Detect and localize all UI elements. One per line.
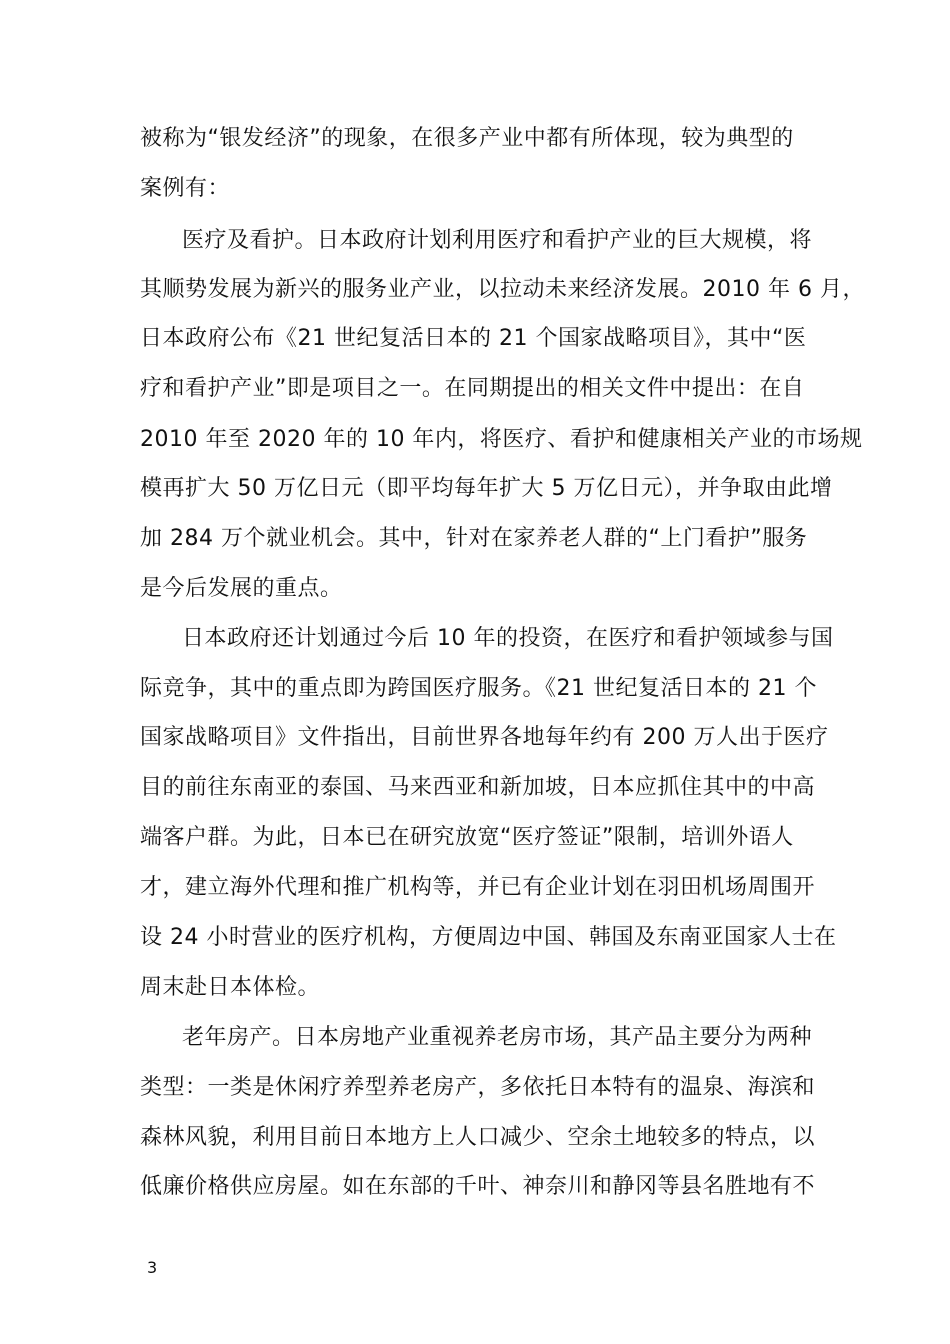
paragraph-start-line: 医疗及看护。日本政府计划利用医疗和看护产业的巨大规模，将 (182, 228, 813, 253)
text-line: 才，建立海外代理和推广机构等，并已有企业计划在羽田机场周围开 (140, 875, 816, 900)
text-line: 疗和看护产业”即是项目之一。在同期提出的相关文件中提出：在自 (140, 376, 805, 401)
text-line: 是今后发展的重点。 (140, 576, 343, 601)
text-line: 低廉价格供应房屋。如在东部的千叶、神奈川和静冈等县名胜地有不 (140, 1174, 816, 1199)
text-line: 模再扩大 50 万亿日元（即平均每年扩大 5 万亿日元），并争取由此增 (140, 476, 833, 501)
page-number: 3 (147, 1258, 158, 1277)
paragraph-start-line: 老年房产。日本房地产业重视养老房市场，其产品主要分为两种 (182, 1025, 813, 1050)
text-line: 周末赴日本体检。 (140, 975, 321, 1000)
text-line: 端客户群。为此，日本已在研究放宽“医疗签证”限制，培训外语人 (140, 825, 794, 850)
text-line: 类型：一类是休闲疗养型养老房产，多依托日本特有的温泉、海滨和 (140, 1075, 816, 1100)
text-line: 设 24 小时营业的医疗机构，方便周边中国、韩国及东南亚国家人士在 (140, 925, 837, 950)
text-line: 国家战略项目》文件指出，目前世界各地每年约有 200 万人出于医疗 (140, 725, 829, 750)
text-line: 其顺势发展为新兴的服务业产业，以拉动未来经济发展。2010 年 6 月， (140, 277, 865, 302)
text-line: 森林风貌，利用目前日本地方上人口减少、空余土地较多的特点，以 (140, 1125, 816, 1150)
text-line: 2010 年至 2020 年的 10 年内，将医疗、看护和健康相关产业的市场规 (140, 427, 863, 452)
text-line: 际竞争，其中的重点即为跨国医疗服务。《21 世纪复活日本的 21 个 (140, 676, 817, 701)
text-line: 案例有： (140, 176, 231, 201)
text-line: 被称为“银发经济”的现象，在很多产业中都有所体现，较为典型的 (140, 126, 794, 151)
text-line: 日本政府公布《21 世纪复活日本的 21 个国家战略项目》，其中“医 (140, 326, 807, 351)
text-line: 加 284 万个就业机会。其中，针对在家养老人群的“上门看护”服务 (140, 526, 808, 551)
paragraph-start-line: 日本政府还计划通过今后 10 年的投资，在医疗和看护领域参与国 (182, 626, 834, 651)
text-line: 目的前往东南亚的泰国、马来西亚和新加坡，日本应抓住其中的中高 (140, 775, 816, 800)
